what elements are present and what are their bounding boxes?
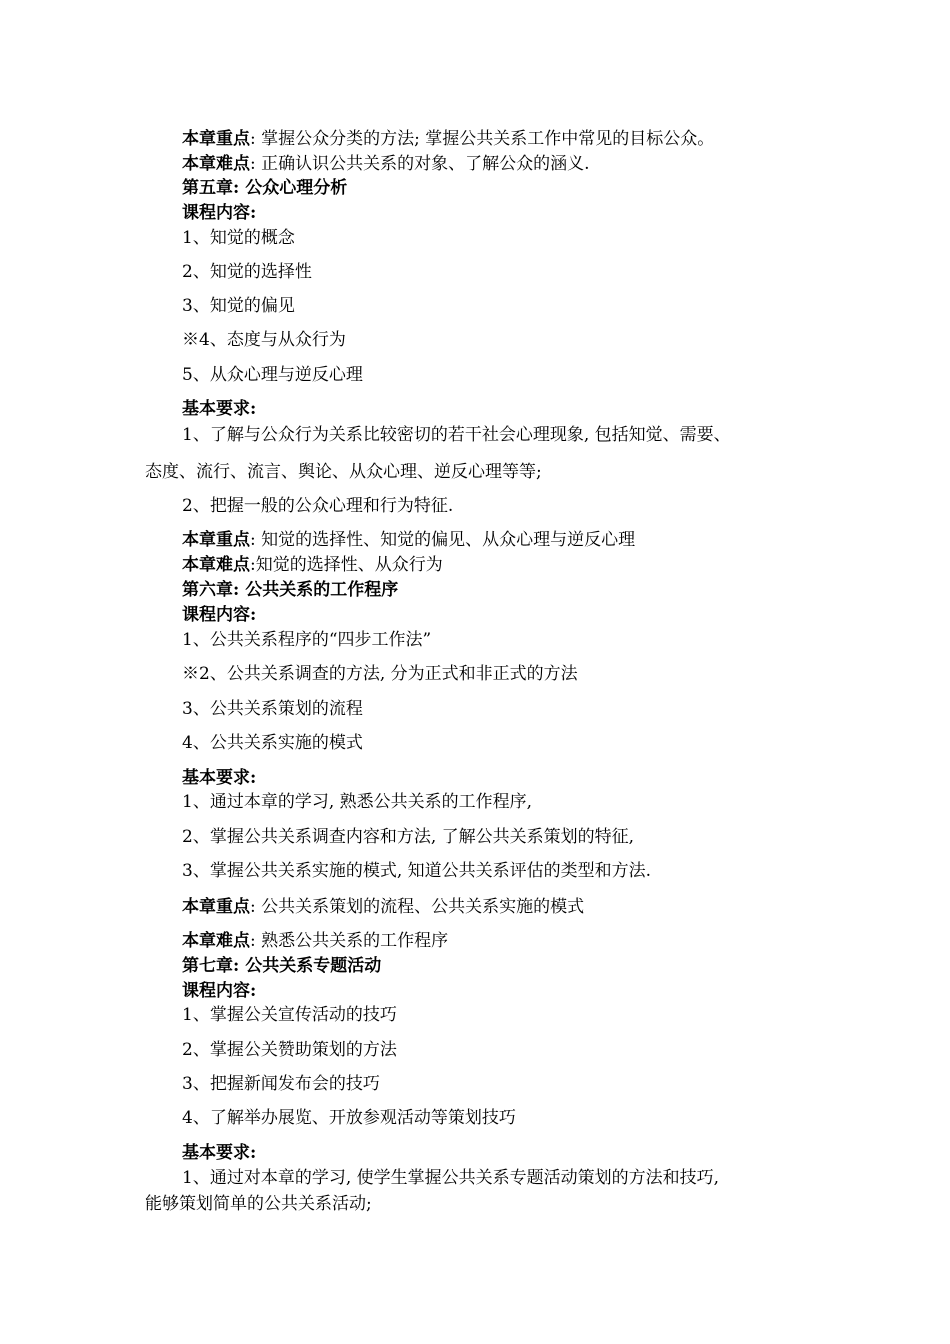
list-item: 4、了解举办展览、开放参观活动等策划技巧	[182, 1108, 516, 1128]
section-heading: 课程内容:	[182, 203, 257, 223]
list-item: 3、公共关系策划的流程	[182, 699, 363, 719]
difficulty-line	[182, 153, 590, 175]
list-item: 3、知觉的偏见	[182, 296, 295, 316]
list-item: 1、掌握公关宣传活动的技巧	[182, 1005, 397, 1025]
key-points-label: 本章重点	[182, 897, 250, 917]
list-item: 5、从众心理与逆反心理	[182, 365, 363, 385]
key-points-label: 本章重点	[182, 129, 250, 149]
section-heading: 基本要求:	[182, 768, 257, 788]
section-heading: 基本要求:	[182, 399, 257, 419]
key-points-line	[182, 128, 714, 150]
difficulty-text: : 熟悉公共关系的工作程序	[250, 931, 449, 951]
list-item: ※4、态度与从众行为	[182, 330, 346, 350]
paragraph-line: 能够策划简单的公共关系活动;	[145, 1194, 372, 1214]
paragraph-line: 3、掌握公共关系实施的模式, 知道公共关系评估的类型和方法.	[182, 861, 652, 881]
list-item: ※2、公共关系调查的方法, 分为正式和非正式的方法	[182, 664, 578, 684]
chapter-heading: 第七章: 公共关系专题活动	[182, 956, 382, 976]
list-item: 2、知觉的选择性	[182, 262, 312, 282]
list-item: 4、公共关系实施的模式	[182, 733, 363, 753]
key-points-label: 本章重点	[182, 530, 250, 550]
key-points-text: : 掌握公众分类的方法; 掌握公共关系工作中常见的目标公众。	[250, 129, 715, 149]
list-item: 2、掌握公关赞助策划的方法	[182, 1040, 397, 1060]
chapter-heading: 第六章: 公共关系的工作程序	[182, 580, 399, 600]
list-item: 1、公共关系程序的“四步工作法”	[182, 630, 432, 650]
paragraph-line: 1、了解与公众行为关系比较密切的若干社会心理现象, 包括知觉、需要、	[182, 425, 731, 445]
paragraph-line: 1、通过本章的学习, 熟悉公共关系的工作程序,	[182, 792, 533, 812]
chapter-heading: 第五章: 公众心理分析	[182, 178, 348, 198]
difficulty-text: :知觉的选择性、从众行为	[250, 555, 443, 575]
section-heading: 基本要求:	[182, 1143, 257, 1163]
key-points-line	[182, 529, 635, 551]
difficulty-line	[182, 554, 443, 576]
paragraph-line: 2、把握一般的公众心理和行为特征.	[182, 496, 454, 516]
difficulty-label: 本章难点	[182, 154, 250, 174]
list-item: 3、把握新闻发布会的技巧	[182, 1074, 380, 1094]
difficulty-label: 本章难点	[182, 555, 250, 575]
list-item: 1、知觉的概念	[182, 228, 295, 248]
paragraph-line: 1、通过对本章的学习, 使学生掌握公共关系专题活动策划的方法和技巧,	[182, 1168, 720, 1188]
paragraph-line: 2、掌握公共关系调查内容和方法, 了解公共关系策划的特征,	[182, 827, 635, 847]
key-points-line	[182, 896, 584, 918]
paragraph-line: 态度、流行、流言、舆论、从众心理、逆反心理等等;	[145, 462, 542, 482]
difficulty-text: : 正确认识公共关系的对象、了解公众的涵义.	[250, 154, 590, 174]
difficulty-label: 本章难点	[182, 931, 250, 951]
section-heading: 课程内容:	[182, 605, 257, 625]
section-heading: 课程内容:	[182, 981, 257, 1001]
key-points-text: : 公共关系策划的流程、公共关系实施的模式	[250, 897, 585, 917]
key-points-text: : 知觉的选择性、知觉的偏见、从众心理与逆反心理	[250, 530, 636, 550]
difficulty-line	[182, 930, 448, 952]
